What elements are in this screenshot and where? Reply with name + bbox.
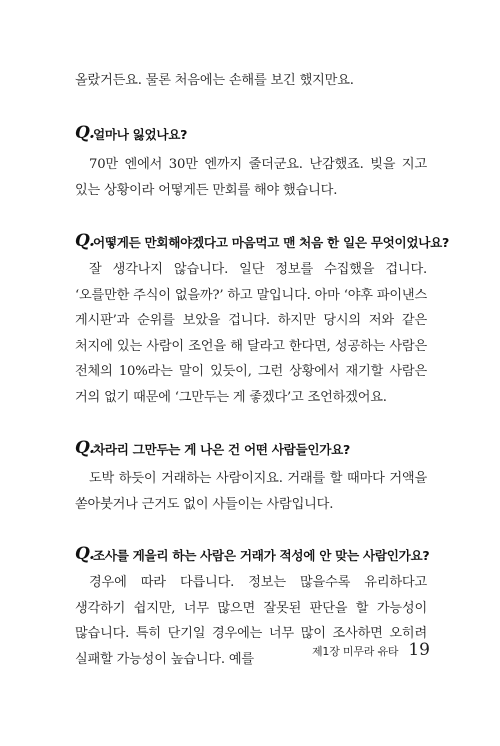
question-marker: Q.	[75, 231, 95, 251]
question-1	[75, 122, 435, 144]
question-marker: Q.	[75, 438, 95, 458]
question-marker: Q.	[75, 544, 95, 564]
question-text: 조사를 게을리 하는 사람은 거래가 적성에 안 맞는 사람인가요?	[93, 547, 430, 563]
page-number: 19	[408, 640, 430, 660]
question-3	[75, 437, 435, 459]
question-text: 얼마나 잃었나요?	[93, 126, 188, 142]
question-text: 차라리 그만두는 게 나은 건 어떤 사람들인가요?	[93, 441, 350, 457]
page-footer	[312, 640, 430, 660]
answer-4: 경우에 따라 다릅니다. 정보는 많을수록 유리하다고 생각하기 쉽지만, 너무 많으면 잘못된 판단을 할 가능성이 많습니다. 특히 단기일 경우에는 너무 많이 조사하면 오히려 실패할 가능성이 높습니다. 예를	[75, 575, 427, 667]
question-4	[75, 543, 435, 565]
answer-1: 70만 엔에서 30만 엔까지 줄더군요. 난감했죠. 빚을 지고 있는 상황이라 어떻게든 만회를 해야 했습니다.	[75, 157, 427, 198]
paragraph-continuation: 올랐거든요. 물론 처음에는 손해를 보긴 했지만요.	[75, 73, 354, 88]
answer-2: 잘 생각나지 않습니다. 일단 정보를 수집했을 겁니다. ‘오를만한 주식이 없을까?’ 하고 말입니다. 아마 ‘야후 파이낸스 게시판’과 순위를 보았을 겁니다. 하지만 당시의 저와 같은 처지에 있는 사람이 조언을 해 달라고 한다면, 성공하는 사람은 전체의 10%라는 말이 있듯이, 그런 상황에서 재기할 사람은 거의 없기 때문에 ‘그만두는 게 좋겠다’고 조언하겠어요.	[75, 262, 427, 405]
chapter-title: 제1장 미무라 유타	[311, 645, 399, 658]
question-marker: Q.	[75, 123, 95, 143]
answer-3: 도박 하듯이 거래하는 사람이지요. 거래를 할 때마다 거액을 쏟아붓거나 근거도 없이 사들이는 사람입니다.	[75, 471, 427, 512]
question-text: 어떻게든 만회해야겠다고 마음먹고 맨 처음 한 일은 무엇이었나요?	[93, 234, 449, 250]
question-2	[75, 230, 449, 252]
